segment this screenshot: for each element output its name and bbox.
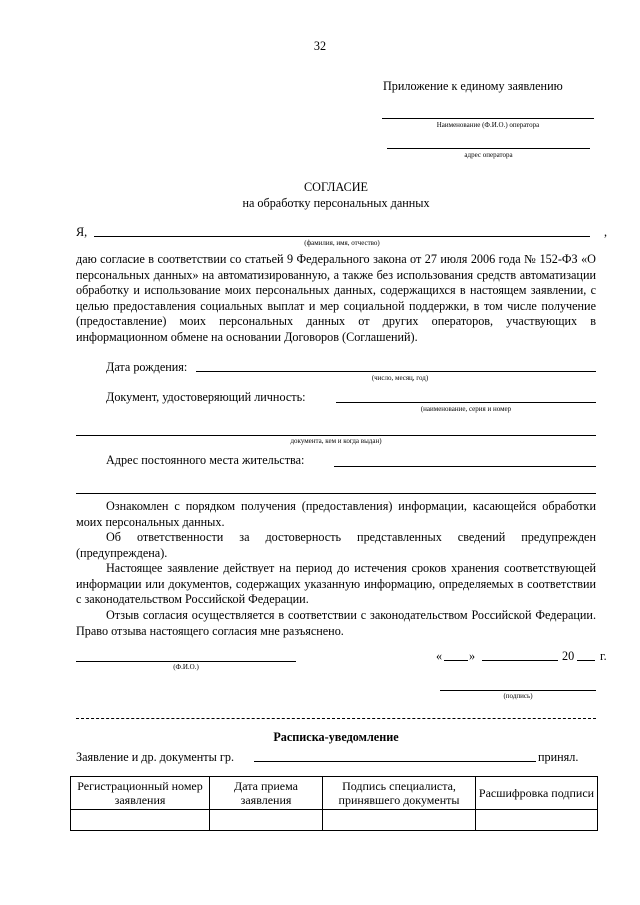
receipt-name-line[interactable] (254, 761, 536, 762)
ack-text-3: Настоящее заявление действует на период до истечения сроков хранения соответствующей информации или документов, содержащих указанную информацию, определяемых в соответствии с законодательством Российской Федерации. (76, 561, 596, 607)
col-specialist-signature: Подпись специалиста, принявшего документы (323, 777, 476, 810)
date-close-quote: » (469, 649, 476, 663)
date-year-prefix: 20 (562, 649, 575, 663)
ack-paragraph-4 (76, 608, 596, 639)
date-year-suffix: г. (600, 649, 607, 663)
ack-text-4: Отзыв согласия осуществляется в соответствии с законодательством Российской Федерации. Право отзыва настоящего согласия мне разъяснено. (76, 608, 596, 638)
operator-name-line[interactable] (382, 118, 594, 119)
address-label: Адрес постоянного места жительства: (106, 453, 305, 467)
cell-specialist-signature[interactable] (323, 810, 476, 831)
signature-fio-caption: (Ф.И.О.) (173, 663, 199, 671)
col-registration-number: Регистрационный номер заявления (71, 777, 210, 810)
receipt-table (70, 776, 598, 831)
signature-fio-line[interactable] (76, 661, 296, 662)
fullname-comma: , (604, 225, 608, 239)
ack-paragraph-2 (76, 530, 596, 561)
address-line[interactable] (334, 466, 596, 467)
fullname-caption: (фамилия, имя, отчество) (304, 239, 380, 247)
date-day-line[interactable] (444, 660, 468, 661)
cell-signature-decoding[interactable] (476, 810, 598, 831)
document-title: СОГЛАСИЕ (304, 180, 368, 194)
id-document-label: Документ, удостоверяющий личность: (106, 390, 306, 404)
ack-paragraph-1 (76, 499, 596, 530)
cut-line (76, 718, 596, 719)
receipt-statement-label: Заявление и др. документы гр. (76, 750, 234, 764)
col-receipt-date: Дата приема заявления (210, 777, 323, 810)
address-line-2[interactable] (76, 493, 596, 494)
receipt-title: Расписка-уведомление (273, 730, 399, 744)
appendix-title: Приложение к единому заявлению (383, 79, 563, 93)
id-issued-caption: документа, кем и когда выдан) (290, 437, 382, 445)
birthdate-label: Дата рождения: (106, 360, 188, 374)
receipt-table-header (71, 777, 598, 810)
signature-line[interactable] (440, 690, 596, 691)
document-subtitle: на обработку персональных данных (242, 196, 430, 210)
birthdate-line[interactable] (196, 371, 596, 372)
col-signature-decoding: Расшифровка подписи (476, 777, 598, 810)
i-label: Я, (76, 225, 88, 239)
receipt-accepted-label: принял. (538, 750, 579, 764)
operator-address-line[interactable] (387, 148, 590, 149)
id-document-line[interactable] (336, 402, 596, 403)
page-number: 32 (313, 39, 327, 53)
ack-text-1: Ознакомлен с порядком получения (предоставления) информации, касающейся обработки моих персональных данных. (76, 499, 596, 529)
signature-caption: (подпись) (503, 692, 533, 700)
ack-text-2: Об ответственности за достоверность представленных сведений предупрежден (предупреждена). (76, 530, 596, 560)
fullname-line[interactable] (94, 236, 590, 237)
date-month-line[interactable] (482, 660, 558, 661)
id-issued-line[interactable] (76, 435, 596, 436)
date-open-quote: « (436, 649, 443, 663)
consent-paragraph: даю согласие в соответствии со статьей 9 Федерального закона от 27 июля 2006 года № 152-ФЗ «О персональных данных» на автоматизированную, а также без использования средств автоматизации обработку и использование моих персональных данных, содержащихся в настоящем заявлении, с целью предоставления социальных выплат и мер социальной поддержки, в том числе получение (предоставление) моих персональных данных от других операторов, участвующих в информационном обмене на основании Договоров (Соглашений). (76, 252, 596, 344)
cell-registration-number[interactable] (71, 810, 210, 831)
ack-paragraph-3 (76, 561, 596, 608)
cell-receipt-date[interactable] (210, 810, 323, 831)
operator-address-caption: адрес оператора (464, 151, 513, 159)
table-row (71, 810, 598, 831)
operator-name-caption: Наименование (Ф.И.О.) оператора (436, 121, 540, 129)
birthdate-caption: (число, месяц, год) (371, 374, 429, 382)
id-document-caption: (наименование, серия и номер (420, 405, 512, 413)
date-year-line[interactable] (577, 660, 595, 661)
